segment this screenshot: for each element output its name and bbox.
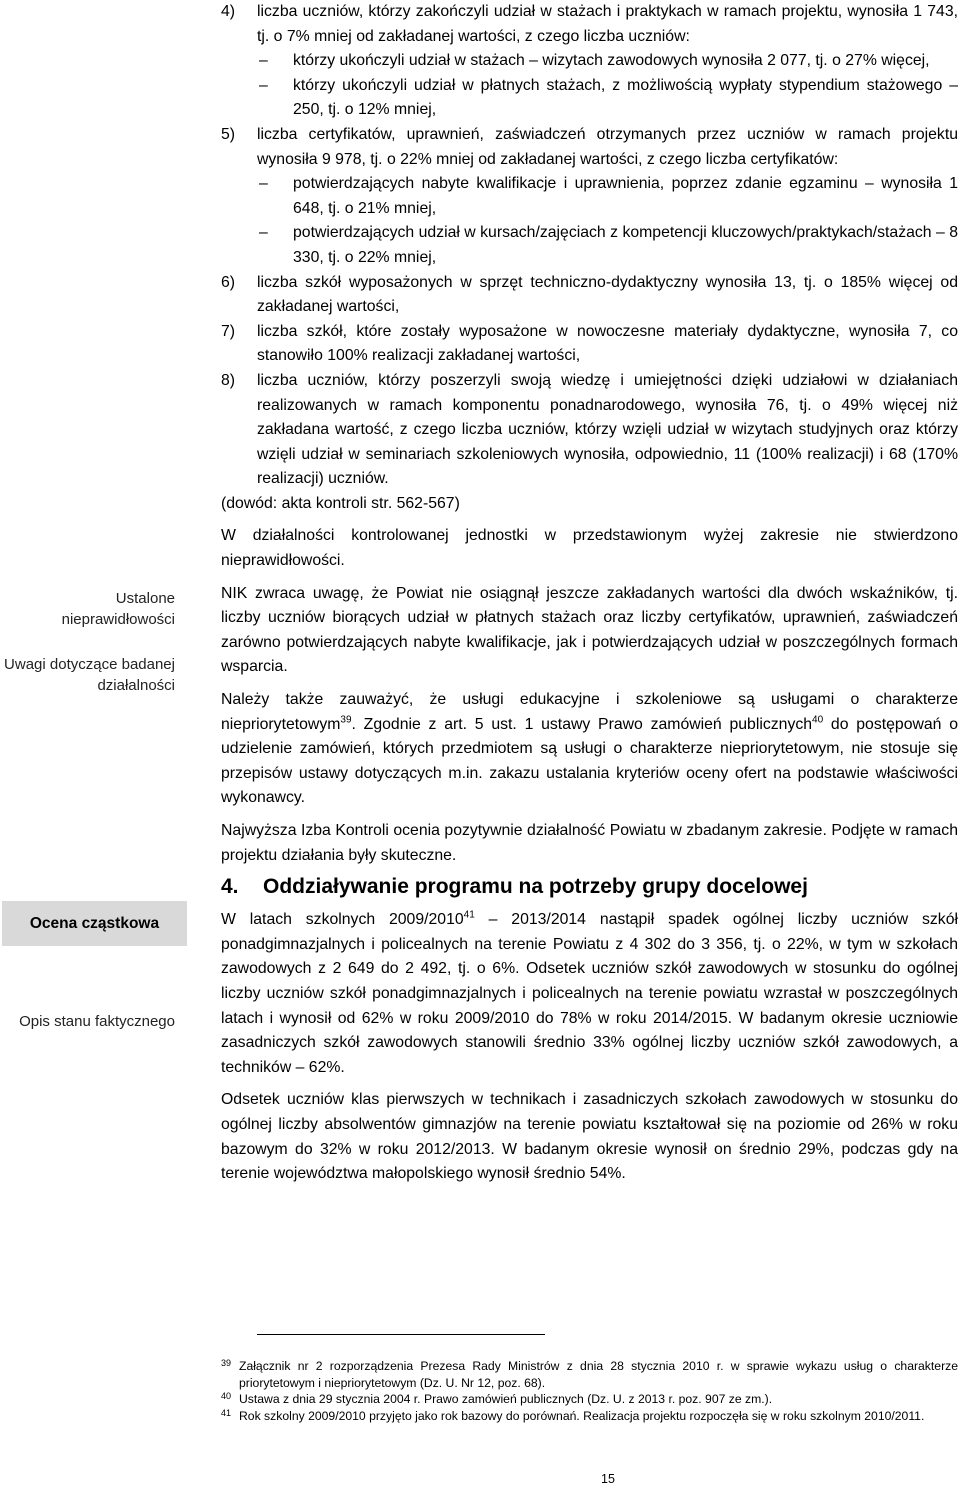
section-title: Oddziaływanie programu na potrzeby grupy docelowej [263, 875, 808, 899]
paragraph-uwagi-1: NIK zwraca uwagę, że Powiat nie osiągnął jeszcze zakładanych wartości dla dwóch wskaźników, tj. liczby uczniów biorących udział w płatnych stażach oraz liczby certyfikatów, uprawnień, zaświadczeń zarówno potwierdzających nabyte kwalifikacje, jak i potwierdzających udział w poszczególnych formach wsparcia. [221, 584, 958, 676]
footnote-ref-40[interactable]: 40 [812, 714, 824, 726]
dash-bullet: – [259, 224, 268, 242]
footnote-ref-39[interactable]: 39 [340, 714, 352, 726]
dash-bullet: – [259, 175, 268, 193]
footnote-40 [221, 1391, 958, 1408]
footnote-separator [257, 1334, 545, 1335]
list-text: liczba certyfikatów, uprawnień, zaświadczeń otrzymanych przez uczniów w ramach projektu wynosiła 9 978, tj. o 22% mniej od zakładanej wartości, z czego liczba certyfikatów: [257, 125, 958, 168]
section-heading [221, 872, 958, 902]
paragraph-ustalone: W działalności kontrolowanej jednostki w przedstawionym wyżej zakresie nie stwierdzono nieprawidłowości. [221, 527, 958, 570]
dash-bullet: – [259, 76, 268, 94]
footnote-text: Ustawa z dnia 29 stycznia 2004 r. Prawo zamówień publicznych (Dz. U. z 2013 r. poz. 907 ze zm.). [239, 1392, 773, 1406]
list-number: 5) [221, 125, 236, 143]
footnotes [221, 1358, 958, 1424]
list-text: liczba uczniów, którzy zakończyli udział w stażach i praktykach w ramach projektu, wynosiła 1 743, tj. o 7% mniej od zakładanej wartości, z czego liczba uczniów: [257, 3, 958, 45]
sublist-text: potwierdzających udział w kursach/zajęciach z kompetencji kluczowych/praktykach/stażach – 8 330, tj. o 22% mniej, [293, 224, 958, 266]
list-item-5 [221, 123, 958, 172]
sidebar-label-ocena: Ocena cząstkowa [2, 901, 187, 946]
sidebar-label-opis: Opis stanu faktycznego [19, 1013, 175, 1030]
list-item-8 [221, 369, 958, 492]
text-segment: W latach szkolnych 2009/2010 [221, 911, 464, 929]
page-number: 15 [601, 1472, 615, 1486]
sidebar-label-ustalone: Ustalone nieprawidłowości [61, 590, 175, 628]
list-item-6 [221, 271, 958, 320]
list-number: 6) [221, 273, 236, 291]
list-number: 8) [221, 371, 236, 389]
text-segment: . Zgodnie z art. 5 ust. 1 ustawy Prawo zamówień publicznych [351, 715, 813, 733]
text-segment: – 2013/2014 nastąpił spadek ogólnej liczby uczniów szkół ponadgimnazjalnych i policealnych na terenie Powiatu z 4 302 do 3 356, tj. o 22%, w tym w szkołach zawodowych z 2 649 do 2 492, tj. o 6%. Odsetek uczniów szkół zawodowych w stosunku do ogólnej liczby uczniów szkół ponadgimnazjalnych i policealnych na terenie powiatu wzrastał w poszczególnych latach i wynosił od 62% w roku 2009/2010 do 78% w roku 2014/2015. W badanym okresie uczniowie zasadniczych szkół zawodowych stanowili średnio 33% ogólnej liczby uczniów szkół zawodowych, a techników – 62%. [221, 911, 958, 1076]
text-segment: do postępowań o udzielenie zamówień, których przedmiotem są usługi o charakterze niepriorytetowym, nie stosuje się przepisów ustawy dotyczących m.in. zakazu ustalania kryteriów oceny ofert na podstawie właściwości wykonawcy. [221, 715, 959, 807]
paragraph-uwagi-2 [221, 688, 958, 811]
sublist-item [221, 74, 958, 123]
footnote-text: Załącznik nr 2 rozporządzenia Prezesa Rady Ministrów z dnia 28 stycznia 2010 r. w sprawie wykazu usług o charakterze priorytetowym i niepriorytetowym (Dz. U. Nr 12, poz. 68). [239, 1359, 958, 1390]
list-text: liczba szkół wyposażonych w sprzęt techniczno-dydaktyczny wynosiła 13, tj. o 185% więcej od zakładanej wartości, [257, 273, 958, 316]
footnote-number: 39 [221, 1358, 232, 1368]
sublist-text: potwierdzających nabyte kwalifikacje i uprawnienia, poprzez zdanie egzaminu – wynosiła 1 648, tj. o 21% mniej, [293, 175, 958, 217]
list-item-7 [221, 320, 958, 369]
footnote-39 [221, 1358, 958, 1391]
list-item-4 [221, 0, 958, 49]
paragraph-ocena: Najwyższa Izba Kontroli ocenia pozytywnie działalność Powiatu w zbadanym zakresie. Podjęte w ramach projektu działania były skuteczne. [221, 822, 958, 864]
footnote-number: 41 [221, 1407, 232, 1418]
sublist-text: którzy ukończyli udział w stażach – wizytach zawodowych wynosiła 2 077, tj. o 27% więcej, [293, 52, 930, 70]
sidebar-label-uwagi: Uwagi dotyczące badanej działalności [4, 656, 175, 694]
proof-reference: (dowód: akta kontroli str. 562-567) [221, 494, 460, 512]
sublist-item [221, 49, 958, 74]
sublist-text: którzy ukończyli udział w płatnych stażach, z możliwością wypłaty stypendium stażowego – 250, tj. o 12% mniej, [293, 76, 958, 119]
footnote-ref-41[interactable]: 41 [463, 909, 475, 921]
list-text: liczba uczniów, którzy poszerzyli swoją wiedzę i umiejętności dzięki udziałowi w działaniach realizowanych w ramach komponentu ponadnarodowego, wynosiła 76, tj. o 49% więcej niż zakładana wartość, z czego liczba uczniów, którzy wzięli udział w wizytach studyjnych oraz którzy wzięli udział w seminariach szkoleniowych wynosiła, odpowiednio, 11 (100% realizacji) i 68 (170% realizacji) uczniów. [257, 371, 958, 488]
footnote-text: Rok szkolny 2009/2010 przyjęto jako rok bazowy do porównań. Realizacja projektu rozpoczęła się w roku szkolnym 2010/2011. [239, 1408, 925, 1423]
main-content [221, 0, 958, 1187]
text-segment: Należy także zauważyć, że usługi edukacyjne i szkoleniowe są usługami o charakterze niepriorytetowym [221, 691, 958, 733]
list-number: 7) [221, 322, 236, 340]
paragraph-opis-2: Odsetek uczniów klas pierwszych w technikach i zasadniczych szkołach zawodowych w stosunku do ogólnej liczby absolwentów gimnazjów na terenie powiatu kształtował się na poziomie od 26% w roku bazowym do 32% w roku 2012/2013. W badanym okresie wynosił on średnio 29%, podczas gdy na terenie województwa małopolskiego wynosił średnio 54%. [221, 1091, 958, 1183]
footnote-41 [221, 1408, 958, 1425]
list-text: liczba szkół, które zostały wyposażone w nowoczesne materiały dydaktyczne, wynosiła 7, co stanowiło 100% realizacji zakładanej wartości, [257, 322, 958, 365]
list-number: 4) [221, 3, 236, 20]
dash-bullet: – [259, 52, 268, 70]
section-number: 4. [221, 875, 239, 899]
paragraph-opis-1 [221, 908, 958, 1080]
sublist-item [221, 221, 958, 270]
sublist-item [221, 172, 958, 221]
footnote-number: 40 [221, 1391, 232, 1401]
